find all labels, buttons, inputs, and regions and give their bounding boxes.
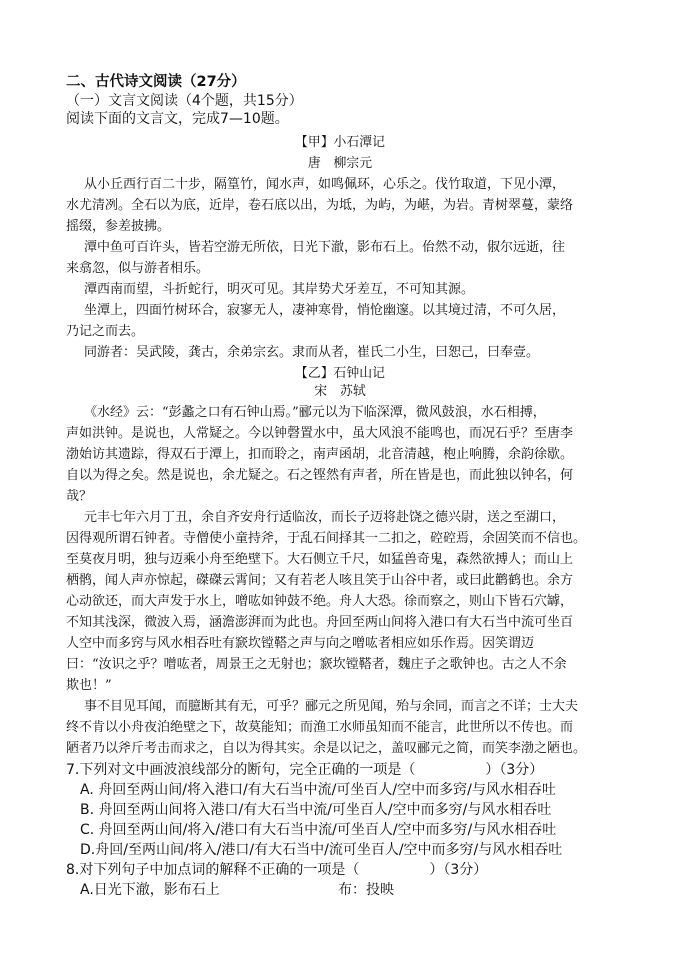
- text-yi-line: 哉？: [66, 489, 93, 504]
- text-jia-title: 【甲】小石潭记: [295, 135, 385, 150]
- question-7-option-d: D.舟回/至两山间/将入/港口/有大石当中/流可坐百人/空中而多穷/与风水相吞吐: [80, 842, 563, 858]
- section-title: 二、古代诗文阅读（27分）: [66, 74, 246, 90]
- text-yi-line: 元丰七年六月丁丑，余自齐安舟行适临汝，而长子迈将赴饶之德兴尉，送之至湖口，: [84, 510, 566, 525]
- text-jia-line: 水尤清冽。全石以为底，近岸，卷石底以出，为坻，为屿，为嵁，为岩。青树翠蔓，蒙络: [66, 198, 574, 213]
- question-8-option-a-gloss: 布：投映: [338, 882, 394, 898]
- question-7-option-c: C. 舟回至两山间/将入/港口有大石当中流/可坐百人/空中而多穷/与风水相吞吐: [80, 822, 557, 838]
- text-yi-line: 终不肯以小舟夜泊绝壁之下，故莫能知；而渔工水师虽知而不能言，此世所以不传也。而: [66, 720, 574, 735]
- text-jia-line: 同游者：吴武陵，龚古，余弟宗玄。隶而从者，崔氏二小生，曰恕己，曰奉壹。: [84, 345, 540, 360]
- text-yi-line: 《水经》云：“彭蠡之口有石钟山焉。”郦元以为下临深潭，微风鼓浪，水石相搏，: [84, 405, 546, 420]
- question-8-stem: 8.对下列句子中加点词的解释不正确的一项是（ ）（3分）: [66, 862, 488, 878]
- text-yi-line: 陋者乃以斧斤考击而求之，自以为得其实。余是以记之，盖叹郦元之简，而笑李渤之陋也。: [66, 741, 587, 756]
- text-yi-line: 人空中而多窍与风水相吞吐有窾坎镗鞳之声与向之噌吰者相应如乐作焉。因笑谓迈: [66, 636, 535, 651]
- text-yi-title: 【乙】石钟山记: [295, 366, 385, 381]
- text-yi-line: 因得观所谓石钟者。寺僧使小童持斧，于乱石间择其一二扣之，硿硿焉，余固笑而不信也。: [66, 531, 587, 546]
- question-8-option-a: A.日光下澈，影布石上: [80, 882, 220, 898]
- text-yi-line: 曰：“汝识之乎？噌吰者，周景王之无射也；窾坎镗鞳者，魏庄子之歌钟也。古之人不余: [66, 657, 567, 672]
- text-yi-line: 渤始访其遗踪，得双石于潭上，扣而聆之，南声函胡，北音清越，枹止响腾，余韵徐歇。: [66, 447, 574, 462]
- text-jia-line: 从小丘西行百二十步，隔篁竹，闻水声，如鸣佩环，心乐之。伐竹取道，下见小潭，: [84, 177, 566, 192]
- text-yi-line: 事不目见耳闻，而臆断其有无，可乎？郦元之所见闻，殆与余同，而言之不详；士大夫: [84, 699, 579, 714]
- text-jia-line: 潭中鱼可百许头，皆若空游无所依，日光下澈，影布石上。佁然不动，俶尔远逝，往: [84, 240, 566, 255]
- instruction: 阅读下面的文言文，完成7—10题。: [66, 111, 289, 127]
- text-jia-line: 摇缀，参差披拂。: [66, 219, 171, 234]
- text-yi-line: 欺也！”: [66, 678, 112, 693]
- text-yi-line: 栖鹘，闻人声亦惊起，磔磔云霄间；又有若老人咳且笑于山谷中者，或曰此鹳鹤也。余方: [66, 573, 574, 588]
- text-jia-line: 来翕忽，似与游者相乐。: [66, 261, 210, 276]
- text-jia-line: 坐潭上，四面竹树环合，寂寥无人，凄神寒骨，悄怆幽邃。以其境过清，不可久居，: [84, 303, 566, 318]
- subsection-title: （一）文言文阅读（4个题，共15分）: [66, 93, 303, 109]
- text-yi-author: 宋 苏轼: [314, 384, 366, 399]
- text-yi-line: 声如洪钟。是说也，人常疑之。今以钟磬置水中，虽大风浪不能鸣也，而况石乎？至唐李: [66, 426, 574, 441]
- text-yi-line: 自以为得之矣。然是说也，余尤疑之。石之铿然有声者，所在皆是也，而此独以钟名，何: [66, 468, 574, 483]
- text-yi-line: 至莫夜月明，独与迈乘小舟至绝壁下。大石侧立千尺，如猛兽奇鬼，森然欲搏人；而山上: [66, 552, 574, 567]
- question-7-stem: 7.下列对文中画波浪线部分的断句，完全正确的一项是（ ）（3分）: [66, 762, 544, 778]
- question-7-option-a: A. 舟回至两山间/将入港口/有大石当中流/可坐百人/空中而多窍/与风水相吞吐: [80, 782, 556, 798]
- text-yi-line: 心动欲还，而大声发于水上，噌吰如钟鼓不绝。舟人大恐。徐而察之，则山下皆石穴罅，: [66, 594, 574, 609]
- text-jia-line: 乃记之而去。: [66, 324, 145, 339]
- text-yi-line: 不知其浅深，微波入焉，涵澹澎湃而为此也。舟回至两山间将入港口有大石当中流可坐百: [66, 615, 574, 630]
- question-7-option-b: B. 舟回至两山间将入港口/有大石当中流/可坐百人/空中而多穷/与风水相吞吐: [80, 802, 552, 818]
- text-jia-line: 潭西南而望，斗折蛇行，明灭可见。其岸势犬牙差互，不可知其源。: [84, 282, 475, 297]
- text-jia-author: 唐 柳宗元: [307, 156, 373, 171]
